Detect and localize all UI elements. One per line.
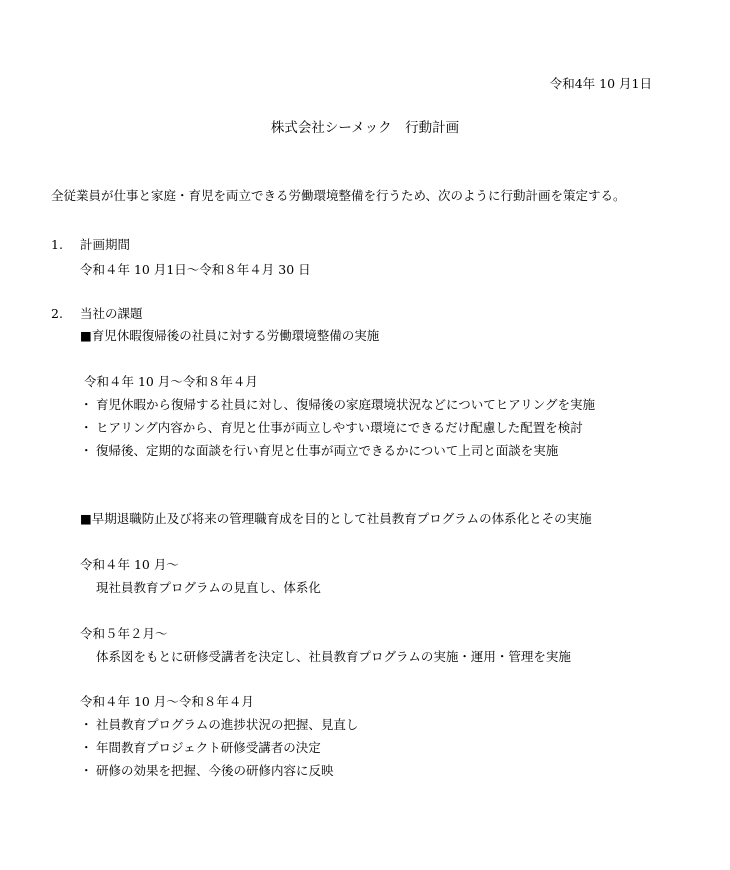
- list-item-text: ヒアリング内容から、育児と仕事が両立しやすい環境にできるだけ配慮した配置を検討: [96, 420, 583, 435]
- list-item-text: 社員教育プログラムの進捗状況の把握、見直し: [96, 717, 359, 732]
- list-item-text: 研修の効果を把握、今後の研修内容に反映: [96, 763, 334, 778]
- bullet-mark: ・: [80, 740, 93, 755]
- issue-1-title: ■育児休暇復帰後の社員に対する労働環境整備の実施: [80, 328, 380, 343]
- bullet-mark: ・: [80, 397, 93, 412]
- bullet-mark: ・: [80, 763, 93, 778]
- intro-paragraph: 全従業員が仕事と家庭・育児を両立できる労働環境整備を行うため、次のように行動計画を策定する。: [51, 188, 626, 203]
- issue-2-phase-2-period: 令和５年２月～: [80, 626, 168, 641]
- list-item-text: 年間教育プロジェクト研修受講者の決定: [96, 740, 321, 755]
- issue-2-phase-3-period: 令和４年 10 月～令和８年４月: [80, 694, 254, 709]
- issue-2-phase-1-detail: 現社員教育プログラムの見直し、体系化: [96, 580, 321, 595]
- document-date: 令和4年 10 月1日: [549, 76, 652, 91]
- list-item: [80, 420, 583, 435]
- list-item: [80, 740, 321, 755]
- section-1-number: 1.: [51, 237, 63, 252]
- list-item: [80, 717, 358, 732]
- list-item: [80, 397, 595, 412]
- plan-period-text: 令和４年 10 月1日～令和８年４月 30 日: [80, 262, 311, 277]
- list-item: [80, 443, 558, 458]
- issue-2-phase-1-period: 令和４年 10 月～: [80, 557, 179, 572]
- issue-2-phase-2-detail: 体系図をもとに研修受講者を決定し、社員教育プログラムの実施・運用・管理を実施: [96, 649, 571, 664]
- bullet-mark: ・: [80, 443, 93, 458]
- section-1-heading: 計画期間: [80, 237, 131, 252]
- issue-1-period: 令和４年 10 月～令和８年４月: [84, 374, 258, 389]
- list-item-text: 復帰後、定期的な面談を行い育児と仕事が両立できるかについて上司と面談を実施: [96, 443, 559, 458]
- bullet-mark: ・: [80, 717, 93, 732]
- section-2-number: 2.: [51, 306, 63, 321]
- document-title: 株式会社シーメック 行動計画: [270, 120, 460, 136]
- list-item: [80, 763, 334, 778]
- list-item-text: 育児休暇から復帰する社員に対し、復帰後の家庭環境状況などについてヒアリングを実施: [96, 397, 596, 412]
- bullet-mark: ・: [80, 420, 93, 435]
- section-2-heading: 当社の課題: [80, 306, 143, 321]
- issue-2-title: ■早期退職防止及び将来の管理職育成を目的として社員教育プログラムの体系化とその実施: [80, 511, 592, 526]
